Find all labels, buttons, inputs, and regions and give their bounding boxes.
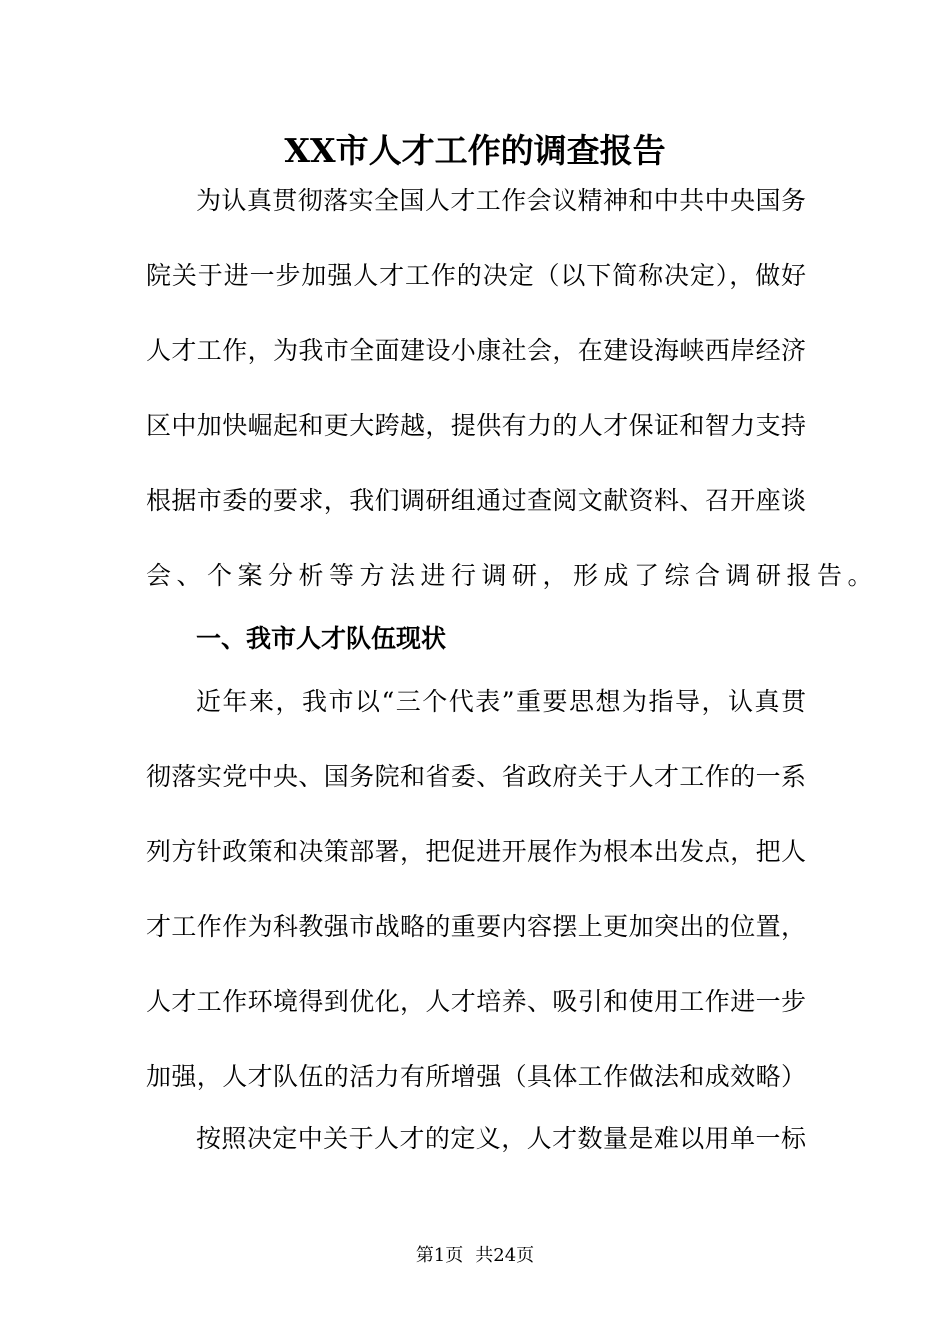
page-total: 共24页 [475, 1245, 535, 1266]
page-title: XX市人才工作的调查报告 [284, 131, 666, 170]
paragraph-2-line-6: 加强，人才队伍的活力有所增强（具体工作做法和成效略） [146, 1062, 806, 1091]
paragraph-2-line-2: 彻落实党中央、国务院和省委、省政府关于人才工作的一系 [146, 762, 806, 791]
page-footer [0, 1241, 950, 1271]
paragraph-2-line-4: 才工作作为科教强市战略的重要内容摆上更加突出的位置， [146, 912, 806, 941]
page-number: 第1页 [415, 1245, 464, 1266]
paragraph-2-line-1: 近年来，我市以“三个代表”重要思想为指导，认真贯 [196, 687, 806, 716]
paragraph-1-line-1: 为认真贯彻落实全国人才工作会议精神和中共中央国务 [196, 186, 806, 215]
paragraph-1-line-4: 区中加快崛起和更大跨越，提供有力的人才保证和智力支持 [146, 411, 806, 440]
paragraph-1-line-2: 院关于进一步加强人才工作的决定（以下简称决定），做好 [146, 261, 806, 290]
section-heading-1: 一、我市人才队伍现状 [196, 624, 447, 653]
paragraph-1-line-5: 根据市委的要求，我们调研组通过查阅文献资料、召开座谈 [146, 486, 806, 515]
paragraph-1-line-3: 人才工作，为我市全面建设小康社会，在建设海峡西岸经济 [146, 336, 806, 365]
paragraph-2-line-3: 列方针政策和决策部署，把促进开展作为根本出发点，把人 [146, 837, 806, 866]
paragraph-2-line-5: 人才工作环境得到优化，人才培养、吸引和使用工作进一步 [146, 987, 806, 1016]
paragraph-3-line-1: 按照决定中关于人才的定义，人才数量是难以用单一标 [196, 1124, 806, 1153]
paragraph-1-line-6: 会、个案分析等方法进行调研，形成了综合调研报告。 [146, 561, 879, 590]
